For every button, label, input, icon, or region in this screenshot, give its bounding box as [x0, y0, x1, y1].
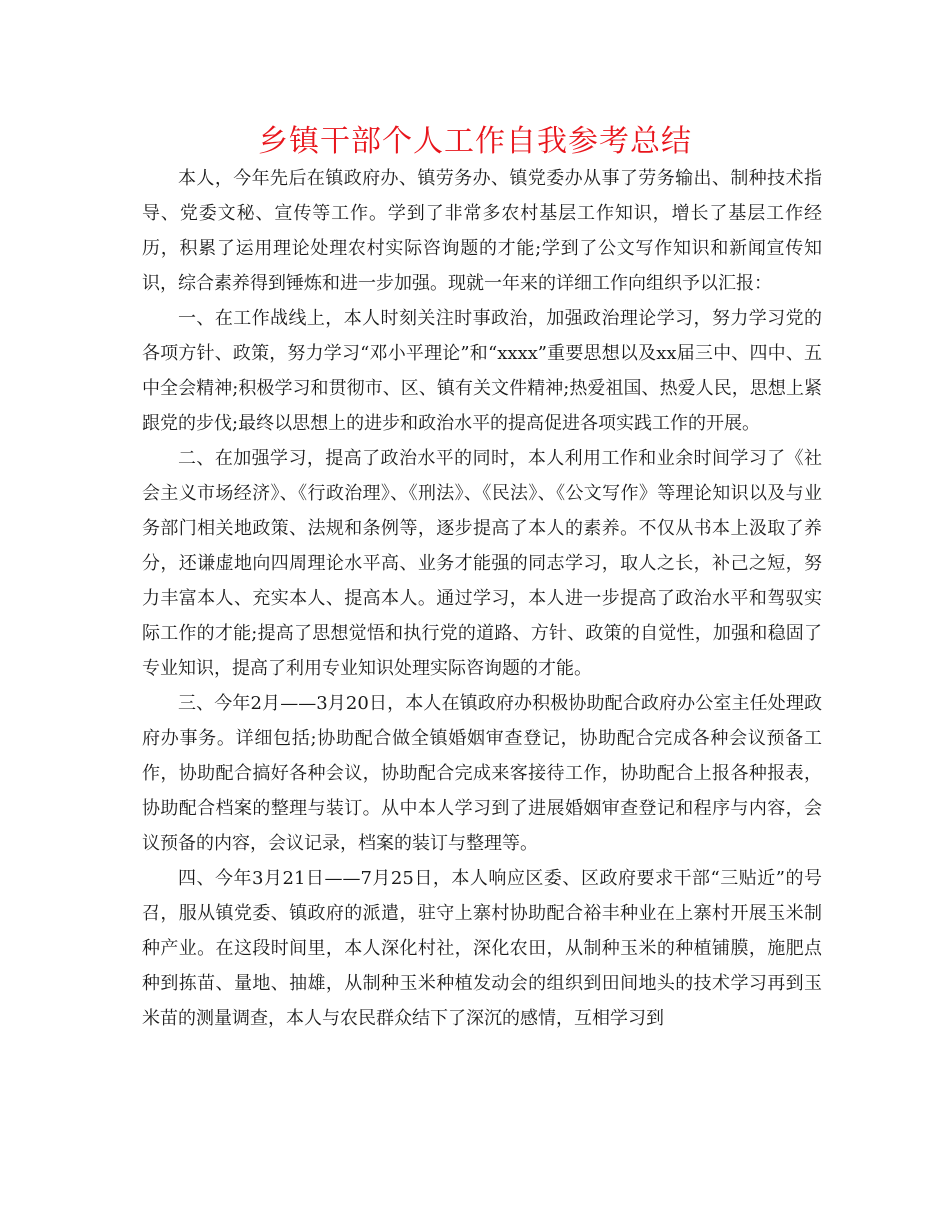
- paragraph-section-4: 四、今年3月21日——7月25日，本人响应区委、区政府要求干部“三贴近”的号召，服从镇党委、镇政府的派遣，驻守上寨村协助配合裕丰种业在上寨村开展玉米制种产业。在这段时间里，本人深化村社，深化农田，从制种玉米的种植铺膜，施肥点种到拣苗、量地、抽雄，从制种玉米种植发动会的组织到田间地头的技术学习再到玉米苗的测量调查，本人与农民群众结下了深沉的感情，互相学习到: [142, 868, 822, 1029]
- paragraph-section-2: 二、在加强学习，提高了政治水平的同时，本人利用工作和业余时间学习了《社会主义市场经济》、《行政治理》、《刑法》、《民法》、《公文写作》等理论知识以及与业务部门相关地政策、法规和条例等，逐步提高了本人的素养。不仅从书本上汲取了养分，还谦虚地向四周理论水平高、业务才能强的同志学习，取人之长，补己之短，努力丰富本人、充实本人、提高本人。通过学习，本人进一步提高了政治水平和驾驭实际工作的才能;提高了思想觉悟和执行党的道路、方针、政策的自觉性，加强和稳固了专业知识，提高了利用专业知识处理实际咨询题的才能。: [142, 448, 822, 679]
- paragraph-section-3: 三、今年2月——3月20日，本人在镇政府办积极协助配合政府办公室主任处理政府办事务。详细包括;协助配合做全镇婚姻审查登记，协助配合完成各种会议预备工作，协助配合搞好各种会议，协助配合完成来客接待工作，协助配合上报各种报表，协助配合档案的整理与装订。从中本人学习到了进展婚姻审查登记和程序与内容，会议预备的内容，会议记录，档案的装订与整理等。: [142, 693, 822, 854]
- document-body: [142, 161, 822, 1036]
- paragraph-intro: 本人，今年先后在镇政府办、镇劳务办、镇党委办从事了劳务输出、制种技术指导、党委文秘、宣传等工作。学到了非常多农村基层工作知识，增长了基层工作经历，积累了运用理论处理农村实际咨询题的才能;学到了公文写作知识和新闻宣传知识，综合素养得到锤炼和进一步加强。现就一年来的详细工作向组织予以汇报：: [142, 168, 822, 294]
- document-title: 乡镇干部个人工作自我参考总结: [258, 124, 692, 159]
- paragraph-section-1: 一、在工作战线上，本人时刻关注时事政治，加强政治理论学习，努力学习党的各项方针、政策，努力学习“邓小平理论”和“xxxx”重要思想以及xx届三中、四中、五中全会精神;积极学习和贯彻市、区、镇有关文件精神;热爱祖国、热爱人民，思想上紧跟党的步伐;最终以思想上的进步和政治水平的提高促进各项实践工作的开展。: [142, 308, 822, 434]
